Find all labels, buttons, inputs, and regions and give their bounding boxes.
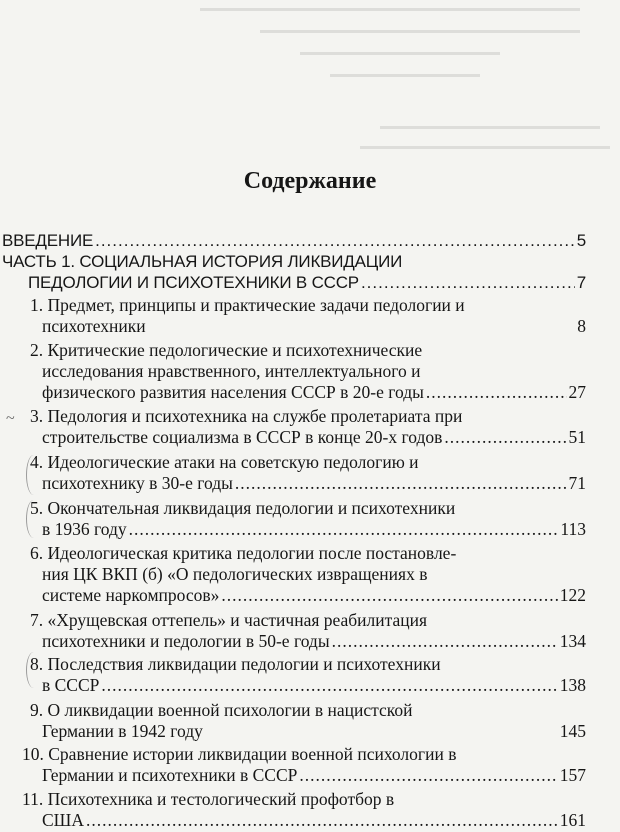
leader-dots [86,810,558,831]
entry-title-line: 5. Окончательная ликвидация педологии и психотехники [30,498,456,518]
entry-title-line: 9. О ликвидации военной психологии в нацистской [30,700,413,720]
toc-entry-8[interactable] [30,654,586,696]
entry-title-line: ЧАСТЬ 1. СОЦИАЛЬНАЯ ИСТОРИЯ ЛИКВИДАЦИИ [2,252,403,271]
page-number: 8 [577,316,586,336]
entry-title-line: психотехники и педологии в 50-е годы [42,631,330,651]
entry-title-line: 6. Идеологическая критика педологии после постановле- [30,543,457,563]
entry-title-line: в 1936 году [42,519,127,539]
toc-entry-6[interactable] [30,543,586,606]
page-number: 7 [576,273,586,292]
entry-title-line: психотехнику в 30-е годы [42,473,233,493]
toc-entry-3[interactable] [30,406,586,448]
entry-title-line: системе наркомпросов» [42,585,220,605]
toc-entry-2[interactable] [30,340,586,403]
page-number: 145 [559,721,586,741]
entry-title-line: физического развития населения СССР в 20-е годы [42,382,424,402]
toc-entry-5[interactable] [30,498,586,540]
pencil-squiggle: ~ [6,410,15,427]
entry-title-line: строительстве социализма в СССР в конце 20-х годов [42,427,443,447]
entry-title-line: 3. Педология и психотехника на службе пролетариата при [30,406,463,426]
toc-entry-4[interactable] [30,452,586,494]
entry-title-line: психотехники [42,316,146,336]
entry-title-line: 11. Психотехника и тестологический профотбор в [22,789,395,809]
toc-entry-9[interactable] [30,700,586,742]
entry-title-line: Германии и психотехники в СССР [42,765,298,785]
entry-title-line: ПЕДОЛОГИИ И ПСИХОТЕХНИКИ В СССР [28,273,359,292]
page-number: 157 [559,765,586,785]
page-number: 134 [559,631,586,651]
leader-dots [235,473,567,494]
page-number: 113 [560,519,586,539]
pencil-mark [26,652,41,688]
leader-dots [361,272,575,293]
leader-dots [332,631,558,652]
entry-title-line: 4. Идеологические атаки на советскую педологию и [30,452,419,472]
entry-title-line: 7. «Хрущевская оттепель» и частичная реабилитация [30,610,428,630]
entry-title-line: в СССР [42,675,100,695]
page-number: 122 [559,585,586,605]
toc-entry-7[interactable] [30,610,586,652]
entry-title-line: 10. Сравнение истории ликвидации военной психологии в [22,744,457,764]
toc-entry-11[interactable] [22,789,586,831]
page-number: 51 [568,427,586,447]
leader-dots [95,230,575,251]
entry-title-line: США [42,810,84,830]
bleed-through-text [0,0,620,160]
page-number: 27 [568,382,586,402]
entry-title-line: 1. Предмет, принципы и практические задачи педологии и [30,295,465,315]
toc-entry-introduction[interactable] [2,230,586,251]
toc-entry-1[interactable] [30,295,586,337]
page-number: 161 [559,810,586,830]
page-number: 138 [559,675,586,695]
leader-dots [129,519,559,540]
pencil-mark [26,455,41,495]
entry-title-line: 2. Критические педологические и психотехнические [30,340,423,360]
pencil-mark [26,500,41,538]
leader-dots [444,427,566,448]
page-title: Содержание [243,168,377,194]
leader-dots [299,765,557,786]
page-number: 71 [568,473,586,493]
leader-dots [101,675,557,696]
entry-title: ВВЕДЕНИЕ [2,231,94,250]
entry-title-line: ния ЦК ВКП (б) «О педологических извращениях в [42,564,428,584]
leader-dots [426,382,567,403]
entry-title-line: 8. Последствия ликвидации педологии и психотехники [30,654,441,674]
toc-entry-part-1[interactable] [2,251,586,293]
leader-dots [221,585,557,606]
entry-title-line: Германии в 1942 году [42,721,203,741]
entry-title-line: исследования нравственного, интеллектуального и [42,361,421,381]
toc-entry-10[interactable] [22,744,586,786]
page-number: 5 [576,231,586,250]
